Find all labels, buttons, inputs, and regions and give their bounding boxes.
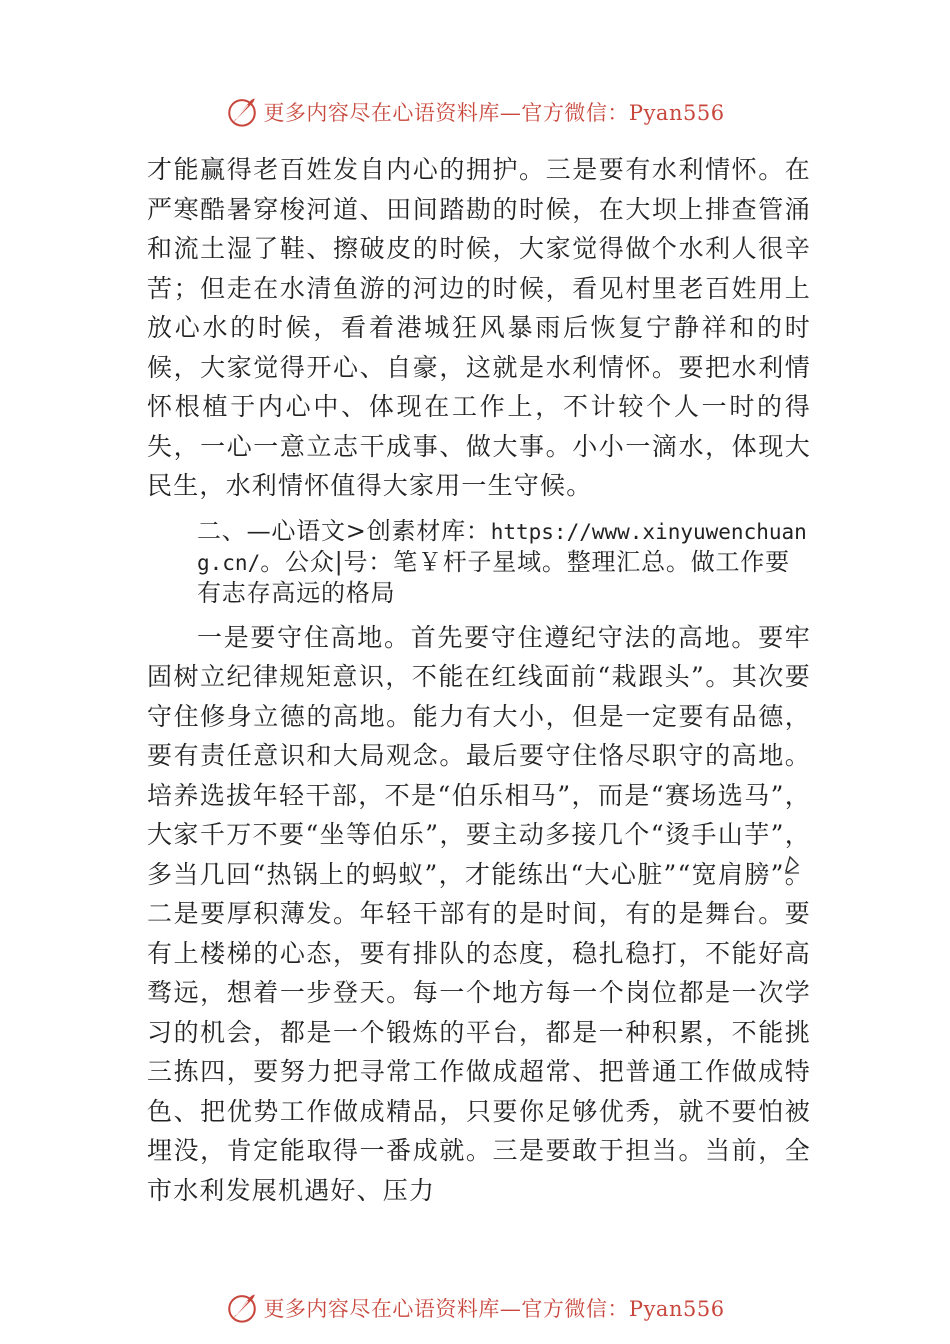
paragraph: 一是要守住高地。首先要守住遵纪守法的高地。要牢固树立纪律规矩意识，不能在红线面前“栽跟头”。其次要守住修身立德的高地。能力有大小，但是一定要有品德，要有责任意识和大局观念。最后要守住恪尽职守的高地。培养选拔年轻干部，不是“伯乐相马”，而是“赛场选马”，大家千万不要“坐等伯乐”，要主动多接几个“烫手山芋”，多当几回“热锅上的蚂蚁”，才能练出“大心脏”“宽肩膀”。二是要厚积薄发。年轻干部有的是时间，有的是舞台。要有上楼梯的心态，要有排队的态度，稳扎稳打，不能好高骛远，想着一步登天。每一个地方每一个岗位都是一次学习的机会，都是一个锻炼的平台，都是一种积累，不能挑三拣四，要努力把寻常工作做成超常、把普通工作做成特色、把优势工作做成精品，只要你足够优秀，就不要怕被埋没，肯定能取得一番成就。三是要敢于担当。当前，全市水利发展机遇好、压力	[147, 622, 811, 1205]
quill-pen-icon	[225, 1291, 259, 1325]
banner-text: 更多内容尽在心语资料库—官方微信：Pyan556	[263, 1297, 725, 1321]
document-body	[147, 150, 811, 1210]
heading-url: https://www.xinyuwenchuang.cn/	[197, 519, 807, 575]
header-banner	[0, 92, 950, 132]
section-heading	[197, 516, 811, 608]
quill-pen-icon	[225, 95, 259, 129]
banner-text: 更多内容尽在心语资料库—官方微信：Pyan556	[263, 101, 725, 125]
footer-banner	[0, 1288, 950, 1328]
paragraph: 才能赢得老百姓发自内心的拥护。三是要有水利情怀。在严寒酷暑穿梭河道、田间踏勘的时候，在大坝上排查管涌和流土湿了鞋、擦破皮的时候，大家觉得做个水利人很辛苦；但走在水清鱼游的河边的时候，看见村里老百姓用上放心水的时候，看着港城狂风暴雨后恢复宁静祥和的时候，大家觉得开心、自豪，这就是水利情怀。要把水利情怀根植于内心中、体现在工作上，不计较个人一时的得失，一心一意立志干成事、做大事。小小一滴水，体现大民生，水利情怀值得大家用一生守候。	[147, 155, 811, 500]
heading-suffix: 。公众|号：笔￥杆子星域。整理汇总。做工作要有志存高远的格局	[197, 547, 790, 607]
heading-prefix: 二、—心语文>创素材库：	[197, 516, 491, 545]
pencil-icon	[782, 853, 802, 875]
